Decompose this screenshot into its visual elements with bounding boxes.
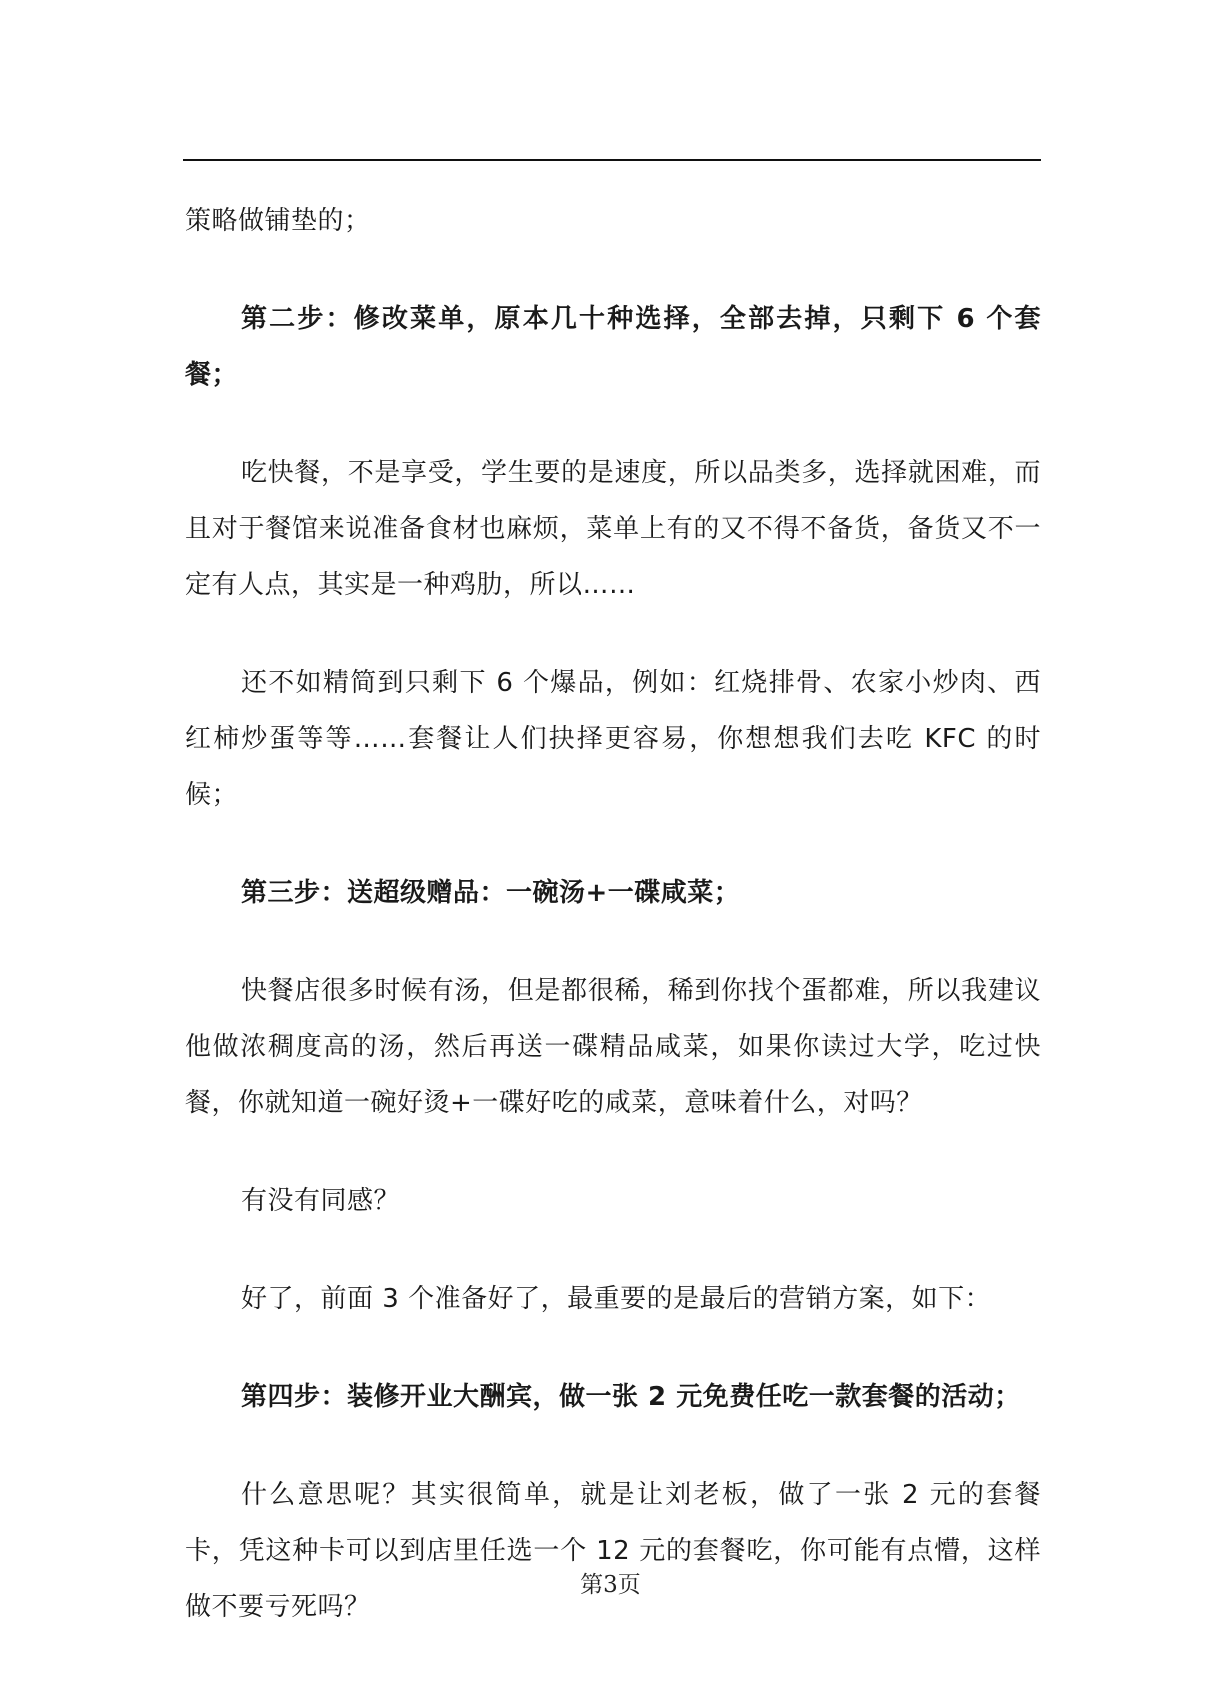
step-three-heading: 第三步：送超级赠品：一碗汤+一碟咸菜； — [241, 878, 741, 908]
document-body — [185, 193, 1041, 1635]
paragraph-continuation: 策略做铺垫的； — [185, 206, 371, 236]
paragraph-fast-food: 吃快餐，不是享受，学生要的是速度，所以品类多，选择就困难，而且对于餐馆来说准备食材也麻烦，菜单上有的又不得不备货，备货又不一定有人点，其实是一种鸡肋，所以…… — [185, 458, 1041, 600]
paragraph-simplify-menu: 还不如精简到只剩下 6 个爆品，例如：红烧排骨、农家小炒肉、西红柿炒蛋等等……套餐让人们抉择更容易，你想想我们去吃 KFC 的时候； — [185, 668, 1041, 810]
step-two-heading: 第二步：修改菜单，原本几十种选择，全部去掉，只剩下 6 个套餐； — [185, 304, 1041, 390]
step-four-heading: 第四步：装修开业大酬宾，做一张 2 元免费任吃一款套餐的活动； — [241, 1382, 1021, 1412]
paragraph-soup: 快餐店很多时候有汤，但是都很稀，稀到你找个蛋都难，所以我建议他做浓稠度高的汤，然后再送一碟精品咸菜，如果你读过大学，吃过快餐，你就知道一碗好烫+一碟好吃的咸菜，意味着什么，对吗？ — [185, 976, 1041, 1118]
page-number: 第3页 — [580, 1572, 641, 1598]
paragraph-agree: 有没有同感？ — [241, 1186, 401, 1216]
paragraph-card-explained: 什么意思呢？其实很简单，就是让刘老板，做了一张 2 元的套餐卡，凭这种卡可以到店里任选一个 12 元的套餐吃，你可能有点懵，这样做不要亏死吗？ — [185, 1480, 1041, 1622]
header-rule — [183, 159, 1041, 161]
paragraph-marketing-intro: 好了，前面 3 个准备好了，最重要的是最后的营销方案，如下： — [241, 1284, 992, 1314]
